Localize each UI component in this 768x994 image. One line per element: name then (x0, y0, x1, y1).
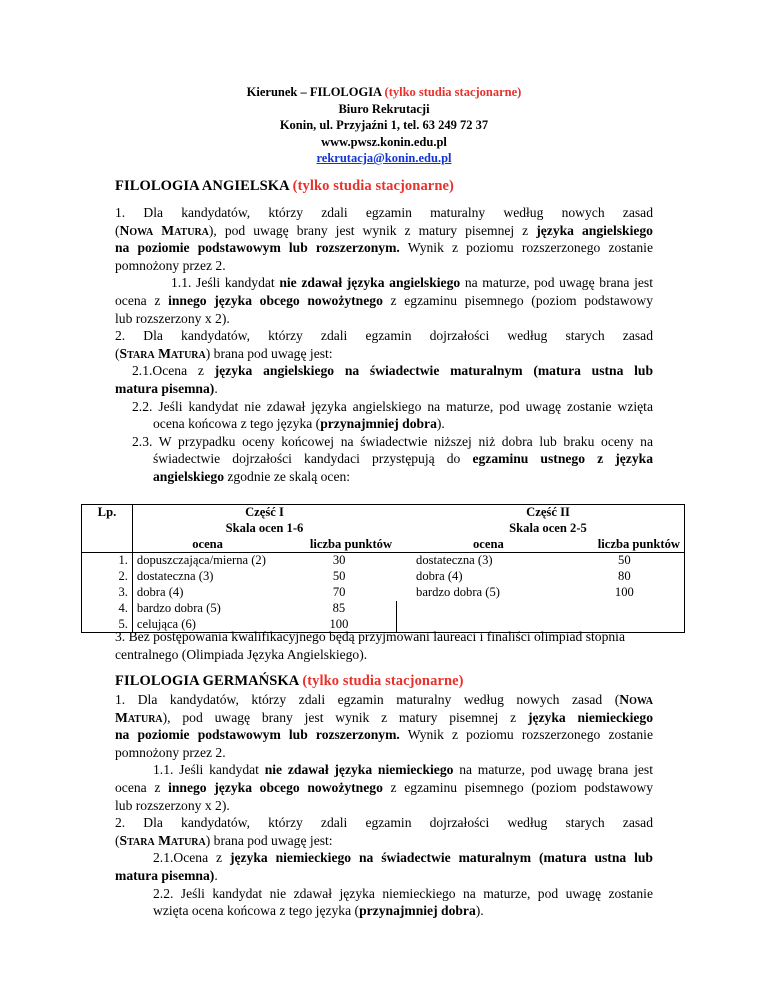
header-website: www.pwsz.konin.edu.pl (321, 134, 447, 149)
col-grade-1: ocena (192, 536, 223, 551)
s2-p1-line2: Matura), pod uwagę brany jest wynik z matury pisemnej z języka niemieckiego (115, 709, 653, 725)
part1-scale: Skala ocen 1-6 (225, 520, 304, 535)
section-title-english: FILOLOGIA ANGIELSKA (tylko studia stacjonarne) (115, 178, 454, 194)
s2-p11-line1: 1.1. Jeśli kandydat nie zdawał języka niemieckiego na maturze, pod uwagę brana jest (153, 762, 653, 778)
s1-p22-line1: 2.2. Jeśli kandydat nie zdawał języka angielskiego na maturze, pod uwagę zostanie wzięta (132, 398, 653, 414)
s1-p1-line2: (Nowa Matura), pod uwagę brany jest wynik z matury pisemnej z języka angielskiego (115, 222, 653, 238)
s1-p23-line3: angielskiego zgodnie ze skalą ocen: (153, 469, 351, 484)
col-points-2: liczba punktów (565, 537, 685, 553)
s1-p3-line1: 3. Bez postępowania kwalifikacyjnego będą przyjmowani laureaci i finaliści olimpiad stopnia (115, 629, 625, 644)
s2-p22-line2: wzięta ocena końcowa z tego języka (przynajmniej dobra). (153, 903, 484, 919)
part2-scale: Skala ocen 2-5 (412, 521, 684, 537)
table-row: 5. celująca (6) 100 (82, 617, 685, 633)
table-header-row-1 (82, 505, 685, 521)
s1-p11-line1: 1.1. Jeśli kandydat nie zdawał języka angielskiego na maturze, pod uwagę brana jest (171, 275, 653, 291)
s2-p11-line3: lub rozszerzony x 2). (115, 797, 230, 813)
email-link[interactable]: rekrutacja@konin.edu.pl (316, 151, 452, 165)
s1-p11-line2: ocena z innego języka obcego nowożytnego z egzaminu pisemnego (poziom podstawowy (115, 293, 653, 308)
s2-p1-line4: pomnożony przez 2. (115, 744, 226, 760)
s1-p2-line1: 2. Dla kandydatów, którzy zdali egzamin dojrzałości według starych zasad (115, 328, 653, 344)
s1-p1-line1: 1. Dla kandydatów, którzy zdali egzamin maturalny według nowych zasad (115, 205, 653, 220)
table-row: 4. bardzo dobra (5) 85 (82, 601, 685, 617)
s2-p2-line2: (Stara Matura) brana pod uwagę jest: (115, 832, 333, 848)
s2-p1-line3: na poziomie podstawowym lub rozszerzonym. Wynik z poziomu rozszerzonego zostanie (115, 727, 653, 743)
s2-p1-line1: 1. Dla kandydatów, którzy zdali egzamin maturalny według nowych zasad (Nowa (115, 692, 653, 707)
table-header-row-3 (82, 537, 685, 553)
table-row: 3. dobra (4) 70 bardzo dobra (5) 100 (82, 585, 685, 601)
header-email-line (0, 150, 768, 167)
s2-p22-line1: 2.2. Jeśli kandydat nie zdawał języka niemieckiego na maturze, pod uwagę zostanie (153, 885, 653, 901)
col-points-1: liczba punktów (309, 536, 393, 551)
s1-p2-line2: (Stara Matura) brana pod uwagę jest: (115, 345, 333, 361)
s2-p21-line1: 2.1.Ocena z języka niemieckiego na świadectwie maturalnym (matura ustna lub (153, 850, 653, 866)
col-grade-2: ocena (472, 536, 504, 551)
s1-p1-line4: pomnożony przez 2. (115, 257, 226, 273)
table-row: 1. dopuszczająca/mierna (2) 30 dostateczna (3) 50 (82, 553, 685, 569)
s1-p21-line1: 2.1.Ocena z języka angielskiego na świadectwie maturalnym (matura ustna lub (132, 363, 653, 379)
s1-p23-line2: świadectwie dojrzałości kandydaci przystępują do egzaminu ustnego z języka (153, 451, 653, 467)
s1-p22-line2: ocena końcowa z tego języka (przynajmniej dobra). (153, 416, 445, 432)
table-header-row-2 (82, 521, 685, 537)
s1-p1-line3: na poziomie podstawowym lub rozszerzonym. Wynik z poziomu rozszerzonego zostanie (115, 240, 653, 256)
s2-p11-line2: ocena z innego języka obcego nowożytnego z egzaminu pisemnego (poziom podstawowy (115, 780, 653, 795)
table-row: 2. dostateczna (3) 50 dobra (4) 80 (82, 569, 685, 585)
header-line-1: Kierunek – FILOLOGIA (tylko studia stacjonarne) (246, 85, 522, 99)
part1-title: Część I (132, 505, 396, 521)
part2-title: Część II (412, 505, 684, 521)
s1-p23-line1: 2.3. W przypadku oceny końcowej na świadectwie niższej niż dobra lub braku oceny na (132, 433, 653, 449)
s1-p3-line2: centralnego (Olimpiada Języka Angielskiego). (115, 646, 368, 662)
s2-p21-line2: matura pisemna). (115, 868, 218, 883)
s1-p11-line3: lub rozszerzony x 2). (115, 310, 230, 326)
header-office: Biuro Rekrutacji (338, 101, 430, 116)
lp-header: Lp. (82, 505, 133, 521)
s2-p2-line1: 2. Dla kandydatów, którzy zdali egzamin dojrzałości według starych zasad (115, 815, 653, 831)
section-title-german: FILOLOGIA GERMAŃSKA (tylko studia stacjonarne) (115, 673, 464, 689)
s1-p21-line2: matura pisemna). (115, 381, 218, 396)
header-address: Konin, ul. Przyjaźni 1, tel. 63 249 72 37 (279, 118, 489, 132)
grading-scale-table (81, 504, 685, 633)
